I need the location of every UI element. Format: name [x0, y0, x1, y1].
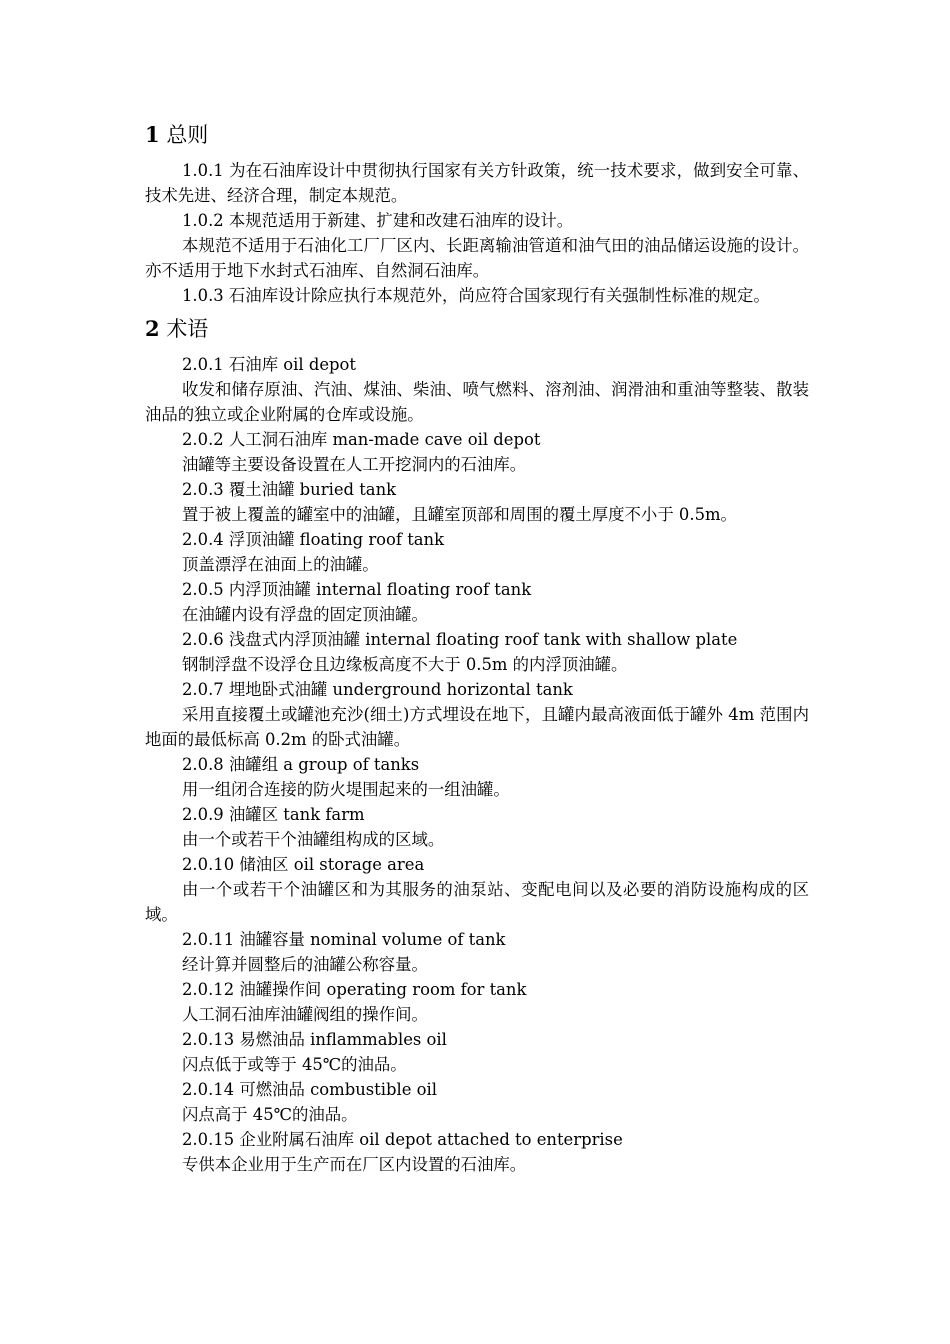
term-definition: 在油罐内设有浮盘的固定顶油罐。 [182, 605, 428, 624]
term-heading: 2.0.3 覆土油罐 buried tank [182, 480, 397, 499]
section-number: 1 [145, 122, 160, 147]
term-heading: 2.0.15 企业附属石油库 oil depot attached to enterprise [182, 1130, 623, 1149]
term-heading: 2.0.7 埋地卧式油罐 underground horizontal tank [182, 680, 573, 699]
term-heading: 2.0.12 油罐操作间 operating room for tank [182, 980, 527, 999]
term-definition: 采用直接覆土或罐池充沙(细土)方式埋设在地下，且罐内最高液面低于罐外 4m 范围内地面的最低标高 0.2m 的卧式油罐。 [145, 705, 809, 749]
term-definition: 用一组闭合连接的防火堤围起来的一组油罐。 [182, 780, 510, 799]
paragraph: 1.0.1 为在石油库设计中贯彻执行国家有关方针政策，统一技术要求，做到安全可靠、技术先进、经济合理，制定本规范。 [145, 161, 809, 205]
term-definition: 钢制浮盘不设浮仓且边缘板高度不大于 0.5m 的内浮顶油罐。 [182, 655, 628, 674]
term-heading: 2.0.14 可燃油品 combustible oil [182, 1080, 437, 1099]
term-definition: 由一个或若干个油罐组构成的区域。 [182, 830, 445, 849]
term-definition: 专供本企业用于生产而在厂区内设置的石油库。 [182, 1155, 527, 1174]
section-number: 2 [145, 316, 160, 341]
term-definition: 经计算并圆整后的油罐公称容量。 [182, 955, 428, 974]
term-definition: 人工洞石油库油罐阀组的操作间。 [182, 1005, 428, 1024]
paragraph: 1.0.3 石油库设计除应执行本规范外，尚应符合国家现行有关强制性标准的规定。 [182, 286, 770, 305]
section-title-text: 术语 [166, 317, 209, 341]
term-definition: 闪点低于或等于 45℃的油品。 [182, 1055, 407, 1074]
paragraph: 1.0.2 本规范适用于新建、扩建和改建石油库的设计。 [182, 211, 574, 230]
term-definition: 顶盖漂浮在油面上的油罐。 [182, 555, 379, 574]
section-heading-terms [145, 312, 809, 346]
section-heading-general [145, 118, 809, 152]
paragraph: 本规范不适用于石油化工厂厂区内、长距离输油管道和油气田的油品储运设施的设计。亦不适用于地下水封式石油库、自然洞石油库。 [145, 236, 809, 280]
term-heading: 2.0.6 浅盘式内浮顶油罐 internal floating roof tank with shallow plate [182, 630, 738, 649]
term-definition: 闪点高于 45℃的油品。 [182, 1105, 358, 1124]
document-page [145, 118, 809, 1177]
term-heading: 2.0.5 内浮顶油罐 internal floating roof tank [182, 580, 532, 599]
term-heading: 2.0.11 油罐容量 nominal volume of tank [182, 930, 506, 949]
term-heading: 2.0.1 石油库 oil depot [182, 355, 356, 374]
section-title-text: 总则 [166, 123, 209, 147]
term-heading: 2.0.2 人工洞石油库 man-made cave oil depot [182, 430, 541, 449]
term-heading: 2.0.4 浮顶油罐 floating roof tank [182, 530, 445, 549]
term-definition: 由一个或若干个油罐区和为其服务的油泵站、变配电间以及必要的消防设施构成的区域。 [145, 880, 809, 924]
term-definition: 置于被上覆盖的罐室中的油罐，且罐室顶部和周围的覆土厚度不小于 0.5m。 [182, 505, 737, 524]
term-definition: 油罐等主要设备设置在人工开挖洞内的石油库。 [182, 455, 527, 474]
term-heading: 2.0.8 油罐组 a group of tanks [182, 755, 420, 774]
term-heading: 2.0.13 易燃油品 inflammables oil [182, 1030, 447, 1049]
term-heading: 2.0.9 油罐区 tank farm [182, 805, 365, 824]
term-definition: 收发和储存原油、汽油、煤油、柴油、喷气燃料、溶剂油、润滑油和重油等整装、散装油品的独立或企业附属的仓库或设施。 [145, 380, 809, 424]
term-heading: 2.0.10 储油区 oil storage area [182, 855, 425, 874]
term-list [145, 352, 809, 1177]
